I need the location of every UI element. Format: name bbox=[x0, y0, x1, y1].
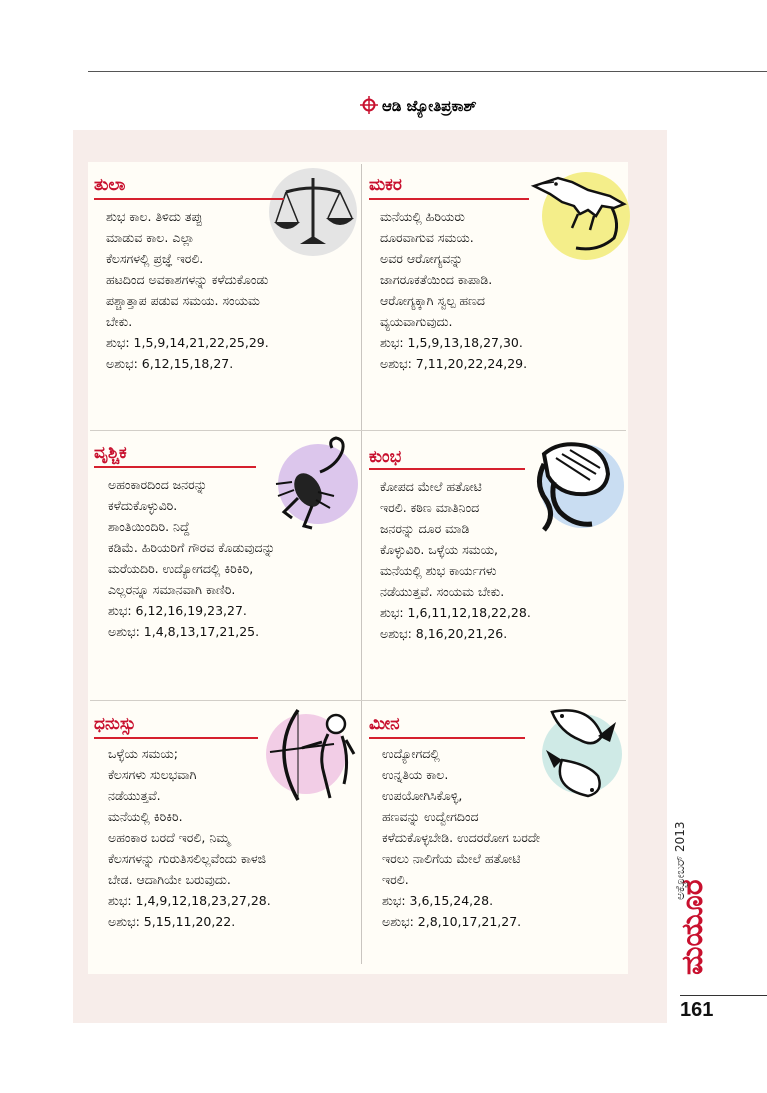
text-line: ಇರಲಿ. ಕಠಿಣ ಮಾತಿನಿಂದ bbox=[380, 500, 480, 515]
text-line: ನಡೆಯುತ್ತವೆ. ಸಂಯಮ ಬೇಕು. bbox=[380, 584, 505, 599]
text-line: ಪಶ್ಚಾತ್ತಾಪ ಪಡುವ ಸಮಯ. ಸಂಯಮ bbox=[106, 293, 260, 308]
header-rule bbox=[88, 71, 767, 72]
text-line: ಮರೆಯದಿರಿ. ಉದ್ಯೋಗದಲ್ಲಿ ಕಿರಿಕಿರಿ, bbox=[108, 561, 254, 576]
text-line: ಅಹಂಕಾರದಿಂದ ಜನರನ್ನು bbox=[108, 477, 208, 492]
text-line: ಶಾಂತಿಯಿಂದಿರಿ. ನಿದ್ದೆ bbox=[108, 519, 190, 534]
text-line: ಒಳ್ಳೆಯ ಸಮಯ; bbox=[108, 746, 178, 761]
text-line: ಎಲ್ಲರನ್ನೂ ಸಮಾನವಾಗಿ ಕಾಣಿರಿ. bbox=[108, 582, 236, 597]
text-line: ಕೆಲಸಗಳು ಸುಲಭವಾಗಿ bbox=[108, 767, 197, 782]
text-line: ಕಡಿಮೆ. ಹಿರಿಯರಿಗೆ ಗೌರವ ಕೊಡುವುದನ್ನು bbox=[108, 540, 276, 555]
text-line: ಇರಲಿ. bbox=[382, 872, 409, 887]
libra-scales-icon bbox=[266, 166, 360, 260]
text-line: ಹಟದಿಂದ ಅವಕಾಶಗಳನ್ನು ಕಳೆದುಕೊಂಡು bbox=[106, 272, 269, 287]
bad-dates: ಅಶುಭ: 1,4,8,13,17,21,25. bbox=[108, 624, 260, 639]
footer-rule bbox=[680, 995, 767, 996]
sign-title-scorpio: ವೃಶ್ಚಿಕ bbox=[94, 443, 127, 463]
column-divider bbox=[361, 164, 362, 964]
page-number: 161 bbox=[680, 999, 714, 1021]
bad-dates: ಅಶುಭ: 8,16,20,21,26. bbox=[380, 626, 508, 641]
text-line: ಉದ್ಯೋಗದಲ್ಲಿ bbox=[382, 746, 440, 761]
text-line: ಉನ್ನತಿಯ ಕಾಲ. bbox=[382, 767, 449, 782]
sign-text-pisces bbox=[382, 743, 540, 932]
text-line: ಮನೆಯಲ್ಲಿ ಕಿರಿಕಿರಿ. bbox=[108, 809, 183, 824]
sign-title-capricorn: ಮಕರ bbox=[369, 175, 402, 195]
text-line: ಕೊಳ್ಳುವಿರಿ. ಒಳ್ಳೆಯ ಸಮಯ, bbox=[380, 542, 498, 557]
issue-date: ಅಕ್ಟೋಬರ್ 2013 bbox=[673, 821, 687, 900]
sign-title-sagittarius: ಧನುಸ್ಸು bbox=[94, 714, 136, 734]
text-line: ಕೋಪದ ಮೇಲೆ ಹತೋಟಿ bbox=[380, 479, 482, 494]
scorpion-icon bbox=[262, 432, 362, 536]
aquarius-pot-icon bbox=[530, 434, 626, 534]
text-line: ಮನೆಯಲ್ಲಿ ಹಿರಿಯರು bbox=[380, 209, 465, 224]
text-line: ವ್ಯಯವಾಗುವುದು. bbox=[380, 314, 453, 329]
title-underline bbox=[94, 737, 258, 739]
sign-text-capricorn bbox=[380, 206, 527, 374]
title-underline bbox=[94, 198, 284, 200]
sign-text-sagittarius bbox=[108, 743, 271, 932]
magazine-brand-strip bbox=[672, 780, 712, 980]
bad-dates: ಅಶುಭ: 6,12,15,18,27. bbox=[106, 356, 234, 371]
text-line: ಹಣವನ್ನು ಉದ್ವೇಗದಿಂದ bbox=[382, 809, 479, 824]
good-dates: ಶುಭ: 1,5,9,13,18,27,30. bbox=[380, 335, 523, 350]
text-line: ಕಳೆದುಕೊಳ್ಳುವಿರಿ. bbox=[108, 498, 178, 513]
text-line: ಆರೋಗ್ಯಕ್ಕಾಗಿ ಸ್ವಲ್ಪ ಹಣದ bbox=[380, 293, 485, 308]
sign-text-libra bbox=[106, 206, 269, 374]
brand-name: ಮಯೂರ bbox=[675, 879, 710, 975]
good-dates: ಶುಭ: 6,12,16,19,23,27. bbox=[108, 603, 247, 618]
text-line: ಜಾಗರೂಕತೆಯಿಂದ ಕಾಪಾಡಿ. bbox=[380, 272, 493, 287]
capricorn-crocodile-icon bbox=[528, 168, 630, 260]
sign-title-aquarius: ಕುಂಭ bbox=[369, 447, 402, 467]
text-line: ಇರಲು ನಾಲಿಗೆಯ ಮೇಲೆ ಹತೋಟಿ bbox=[382, 851, 521, 866]
title-underline bbox=[369, 468, 525, 470]
text-line: ಕೆಲಸಗಳಲ್ಲಿ ಪ್ರಜ್ಞೆ ಇರಲಿ. bbox=[106, 251, 204, 266]
crosshair-icon bbox=[360, 96, 378, 114]
bad-dates: ಅಶುಭ: 7,11,20,22,24,29. bbox=[380, 356, 528, 371]
text-line: ಮಾಡುವ ಕಾಲ. ಎಲ್ಲಾ bbox=[106, 230, 195, 245]
text-line: ಕಳೆದುಕೊಳ್ಳಬೇಡಿ. ಉದರರೋಗ ಬರದೇ bbox=[382, 830, 541, 845]
sign-title-pisces: ಮೀನ bbox=[369, 714, 400, 734]
archer-icon bbox=[262, 704, 362, 804]
bad-dates: ಅಶುಭ: 5,15,11,20,22. bbox=[108, 914, 236, 929]
text-line: ಮನೆಯಲ್ಲಿ ಶುಭ ಕಾರ್ಯಗಳು bbox=[380, 563, 497, 578]
text-line: ದೂರವಾಗುವ ಸಮಯ. bbox=[380, 230, 474, 245]
text-line: ಅಹಂಕಾರ ಬರದೆ ಇರಲಿ, ನಿಮ್ಮ bbox=[108, 830, 230, 845]
text-line: ಬೇಡ. ಆದಾಗಿಯೇ ಬರುವುದು. bbox=[108, 872, 231, 887]
text-line: ನಡೆಯುತ್ತವೆ. bbox=[108, 788, 161, 803]
bad-dates: ಅಶುಭ: 2,8,10,17,21,27. bbox=[382, 914, 522, 929]
author-name: ಆಡಿ ಜ್ಯೋತಿಪ್ರಕಾಶ್ bbox=[382, 97, 477, 115]
row-divider bbox=[90, 430, 626, 431]
good-dates: ಶುಭ: 1,5,9,14,21,22,25,29. bbox=[106, 335, 269, 350]
title-underline bbox=[369, 198, 529, 200]
good-dates: ಶುಭ: 3,6,15,24,28. bbox=[382, 893, 494, 908]
text-line: ಅವರ ಆರೋಗ್ಯವನ್ನು bbox=[380, 251, 463, 266]
title-underline bbox=[369, 737, 525, 739]
good-dates: ಶುಭ: 1,6,11,12,18,22,28. bbox=[380, 605, 531, 620]
author-byline bbox=[360, 96, 477, 115]
text-line: ಉಪಯೋಗಿಸಿಕೊಳ್ಳಿ, bbox=[382, 788, 463, 803]
good-dates: ಶುಭ: 1,4,9,12,18,23,27,28. bbox=[108, 893, 271, 908]
text-line: ಕೆಲಸಗಳನ್ನು ಗುರುತಿಸಲಿಲ್ಲವೆಂದು ಕಾಳಜಿ bbox=[108, 851, 267, 866]
title-underline bbox=[94, 466, 256, 468]
sign-text-scorpio bbox=[108, 474, 275, 642]
sign-title-libra: ತುಲಾ bbox=[94, 175, 126, 195]
text-line: ಬೇಕು. bbox=[106, 314, 133, 329]
text-line: ಜನರನ್ನು ದೂರ ಮಾಡಿ bbox=[380, 521, 470, 536]
text-line: ಶುಭ ಕಾಲ. ತಿಳಿದು ತಪ್ಪು bbox=[106, 209, 203, 224]
pisces-fish-icon bbox=[532, 702, 628, 802]
row-divider bbox=[90, 700, 626, 701]
sign-text-aquarius bbox=[380, 476, 531, 644]
